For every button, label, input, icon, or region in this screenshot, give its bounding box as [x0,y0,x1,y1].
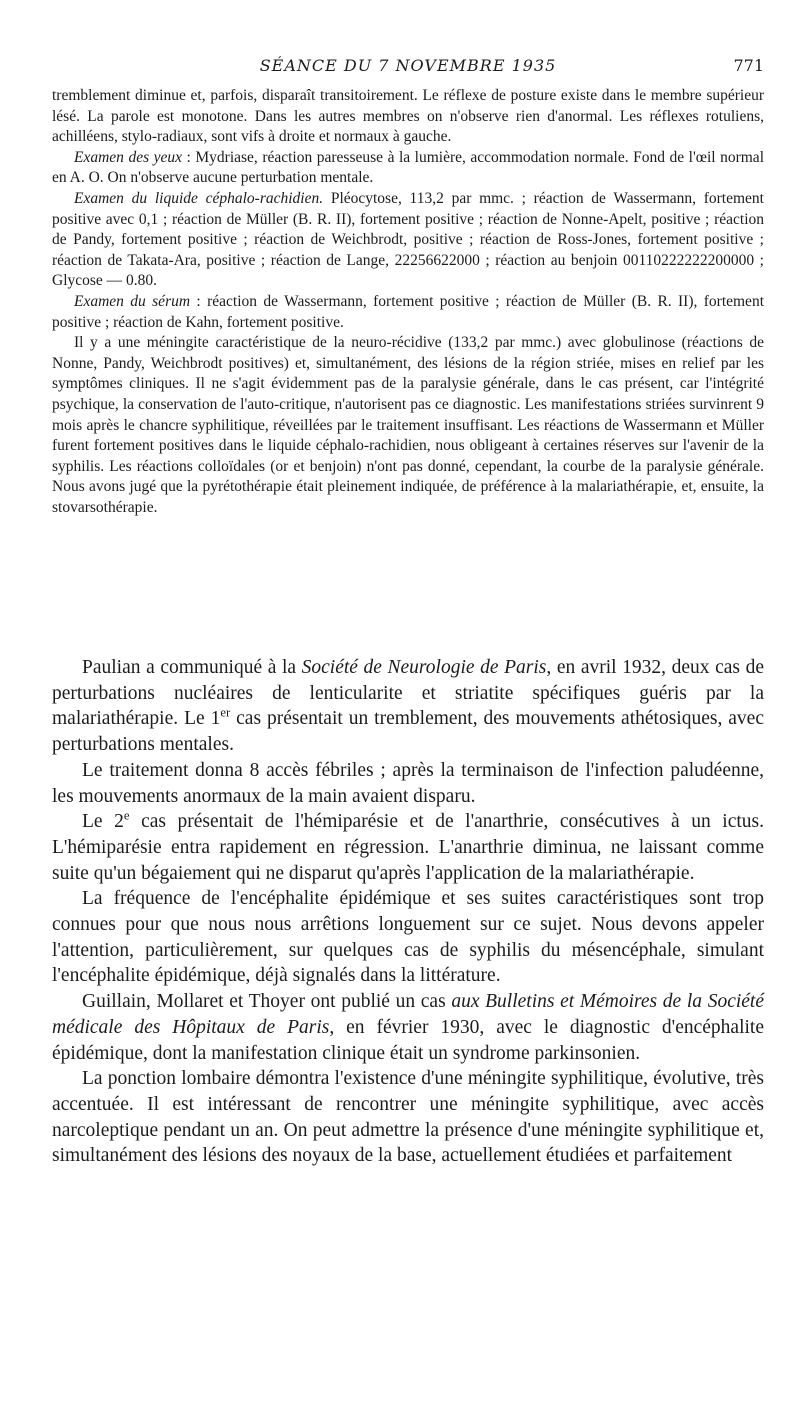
discussion-paragraph-encephalitis: La fréquence de l'encéphalite épidémique et ses suites caractéristiques sont trop connues pour que nous nous arrêtions longuement sur ce sujet. Nous devons appeler l'attention, particulièrement, sur quelques cas de syphilis du mésencéphale, simulant l'encéphalite épidémique, déjà signalés dans la littérature. [52,888,764,987]
page-number: 771 [733,56,764,75]
page-header [52,56,764,82]
society-name: Société de Neurologie de Paris [301,657,547,678]
case-paragraph-conclusion: Il y a une méningite caractéristique de la neuro-récidive (133,2 par mmc.) avec globulinose (réactions de Nonne, Pandy, Weichbrodt positives) et, simultanément, des lésions de la région striée, mises en relief par les symptômes cliniques. Il ne s'agit évidemment pas de la paralysie générale, dans le cas présent, car l'intégrité psychique, la conservation de l'auto-critique, n'autorisent pas ce diagnostic. Les manifestations striées survinrent 9 mois après le chancre syphilitique, réveillées par le traitement insuffisant. Les réactions de Wassermann et Müller furent fortement positives dans le liquide céphalo-rachidien, nous obligeant à certaines réserves sur l'avenir de la syphilis. Les réactions colloïdales (or et benjoin) n'ont pas donné, cependant, la courbe de la paralysie générale. Nous avons jugé que la pyrétothérapie était pleinement indiquée, de préférence à la malariathérapie, et, ensuite, la stovarsothérapie. [52,334,764,516]
second-case-text-b: cas présentait de l'hémiparésie et de l'anarthrie, consécutives à un ictus. L'hémiparésie entra rapidement en régression. L'anarthrie diminua, ne laissant comme suite qu'un bégaiement qui ne disparut qu'après l'application de la malariathérapie. [52,811,764,884]
running-title: SÉANCE DU 7 NOVEMBRE 1935 [259,56,557,75]
superscript-e: e [123,808,130,823]
bulletins-title: aux Bulletins et Mémoires de la Société médicale des Hôpitaux de Paris [52,991,764,1038]
csf-exam-text: Pléocytose, 113,2 par mmc. ; réaction de Wassermann, fortement positive avec 0,1 ; réaction de Müller (B. R. II), fortement positive ; réaction de Nonne-Apelt, positive ; réaction de Pandy, fortement positive ; réaction de Weichbrodt, positive ; réaction de Ross-Jones, fortement positive ; réaction de Takata-Ara, positive ; réaction de Lange, 22256622000 ; réaction au benjoin 00110222222200000 ; Glycose — 0.80. [52,189,764,290]
case-paragraph-serum-exam [52,292,764,333]
discussion-section [52,655,764,1169]
second-case-text-a: Le 2 [82,811,124,833]
serum-exam-text: : réaction de Wassermann, fortement positive ; réaction de Müller (B. R. II), fortement positive ; réaction de Kahn, fortement positive. [52,292,764,331]
paulian-text-a: Paulian a communiqué à la [82,657,302,678]
csf-exam-label: Examen du liquide céphalo-rachidien. [74,189,324,207]
discussion-paragraph-guillain [52,989,764,1066]
discussion-paragraph-treatment: Le traitement donna 8 accès fébriles ; après la terminaison de l'infection paludéenne, les mouvements anormaux de la main avaient disparu. [52,759,764,807]
eye-exam-text: : Mydriase, réaction paresseuse à la lumière, accommodation normale. Fond de l'œil normal en A. O. On n'observe aucune perturbation mentale. [52,148,764,187]
case-paragraph-eye-exam [52,148,764,189]
eye-exam-label: Examen des yeux [74,148,183,166]
paulian-text-c: cas présentait un tremblement, des mouvements athétosiques, avec perturbations mentales. [52,708,764,756]
superscript-er: er [220,705,231,720]
case-report-section [52,86,764,518]
case-paragraph-csf-exam [52,189,764,292]
serum-exam-label: Examen du sérum [74,292,191,310]
case-paragraph-symptoms: tremblement diminue et, parfois, disparaît transitoirement. Le réflexe de posture existe dans le membre supérieur lésé. La parole est monotone. Dans les autres membres on n'observe rien d'anormal. Les réflexes rotuliens, achilléens, stylo-radiaux, sont vifs à droite et normaux à gauche. [52,87,764,146]
discussion-paragraph-paulian [52,655,764,758]
paulian-text-b: , en avril 1932, deux cas de perturbations nucléaires de lenticularite et striatite spécifiques guéris par la malariathérapie. Le 1 [52,657,764,730]
guillain-text-b: , en février 1930, avec le diagnostic d'encéphalite épidémique, dont la manifestation clinique était un syndrome parkinsonien. [52,1016,764,1064]
discussion-paragraph-second-case [52,809,764,886]
discussion-paragraph-lumbar-puncture: La ponction lombaire démontra l'existence d'une méningite syphilitique, évolutive, très accentuée. Il est intéressant de rencontrer une méningite syphilitique, avec accès narcoleptique pendant un an. On peut admettre la présence d'une méningite syphilitique et, simultanément des lésions des noyaux de la base, actuellement étudiées et parfaitement [52,1068,764,1167]
guillain-text-a: Guillain, Mollaret et Thoyer ont publié un cas [82,991,452,1013]
